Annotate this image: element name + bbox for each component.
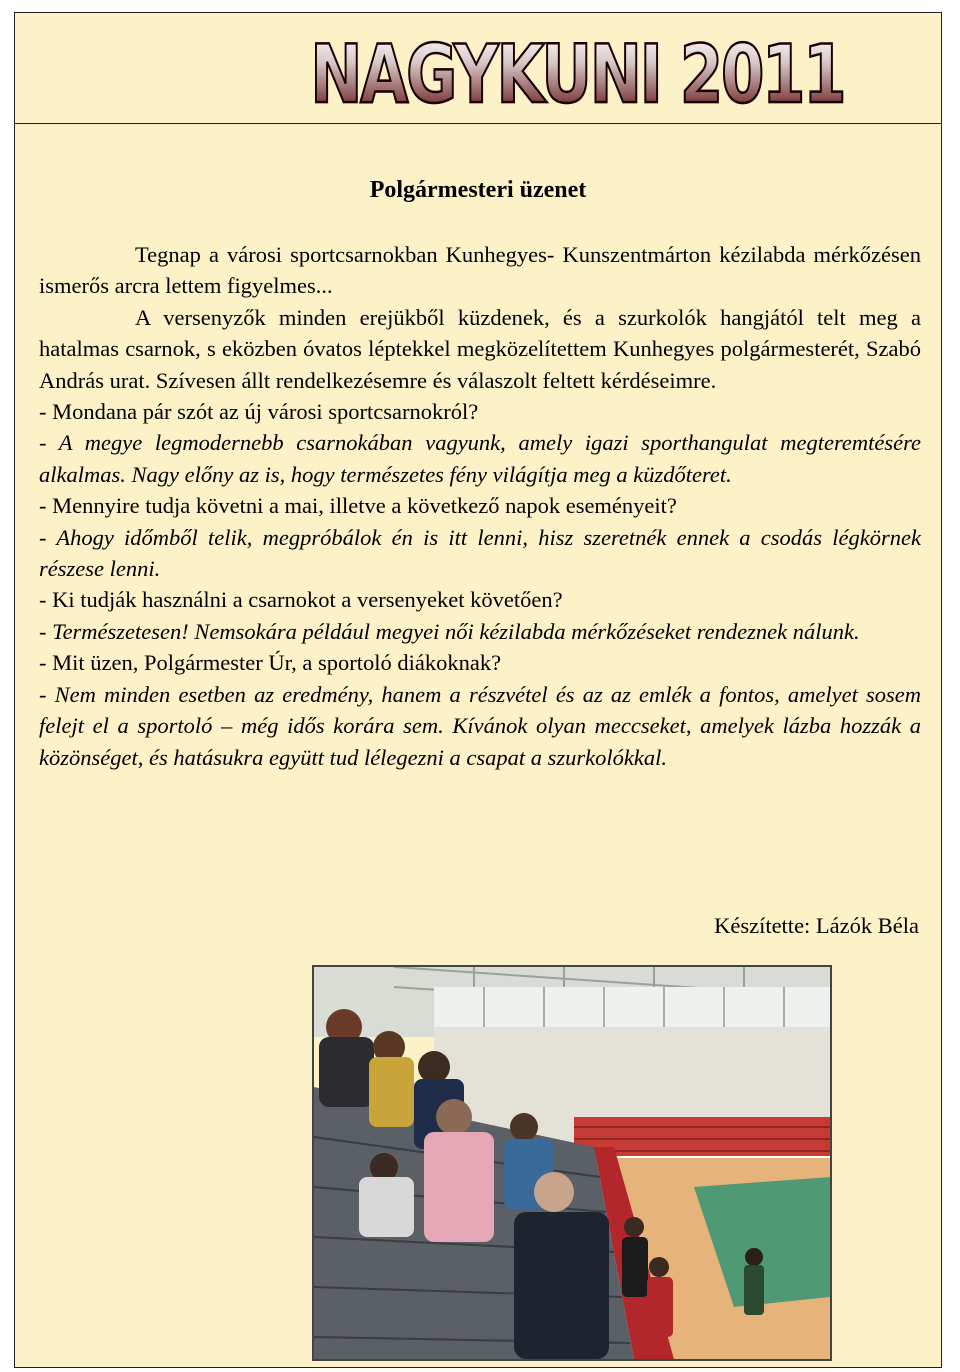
answer-paragraph: - Természetesen! Nemsokára például megyei női kézilabda mérkőzéseket rendeznek nálunk. <box>39 618 860 644</box>
masthead-text: NAGYKUNI 2011 <box>310 28 845 121</box>
question-paragraph: - Mondana pár szót az új városi sportcsarnokról? <box>39 399 479 425</box>
answer-paragraph: - A megye legmodernebb csarnokában vagyunk, amely igazi sporthangulat megteremtésére alkalmas. Nagy előny az is, hogy természetes fény világítja meg a küzdőteret. <box>39 430 921 487</box>
author-credit: Készítette: Lázók Béla <box>714 913 919 938</box>
question-paragraph: - Mit üzen, Polgármester Úr, a sportoló diákoknak? <box>39 650 502 676</box>
header-divider <box>15 123 941 124</box>
article-body <box>39 239 921 773</box>
answer-paragraph: - Ahogy időmből telik, megpróbálok én is itt lenni, hisz szeretnék ennek a csodás légkörnek részese lenni. <box>39 524 921 582</box>
article-title: Polgármesteri üzenet <box>369 177 587 203</box>
question-paragraph: - Mennyire tudja követni a mai, illetve a következő napok eseményeit? <box>39 493 677 519</box>
sports-hall-photo <box>312 965 832 1361</box>
intro-paragraph: A versenyzők minden erejükből küzdenek, és a szurkolók hangjától telt meg a hatalmas csarnok, s eközben óvatos léptekkel megközelítettem Kunhegyes polgármesterét, Szabó András urat. Szívesen állt rendelkezésemre és válaszolt feltett kérdéseimre. <box>39 304 921 393</box>
page <box>14 12 942 1368</box>
question-paragraph: - Ki tudják használni a csarnokot a versenyeket követően? <box>39 587 563 613</box>
masthead-logo <box>235 28 845 121</box>
answer-paragraph: - Nem minden esetben az eredmény, hanem a részvétel és az az emlék a fontos, amelyet sosem felejt el a sportoló – még idős korára sem. Kívánok olyan meccseket, amelyek lázba hozzák a közönséget, és hatásukra együtt tud lélegezni a csapat a szurkolókkal. <box>39 681 921 770</box>
photo-illustration <box>314 967 830 1359</box>
intro-paragraph: Tegnap a városi sportcsarnokban Kunhegyes- Kunszentmárton kézilabda mérkőzésen ismerős arcra lettem figyelmes... <box>39 242 921 299</box>
